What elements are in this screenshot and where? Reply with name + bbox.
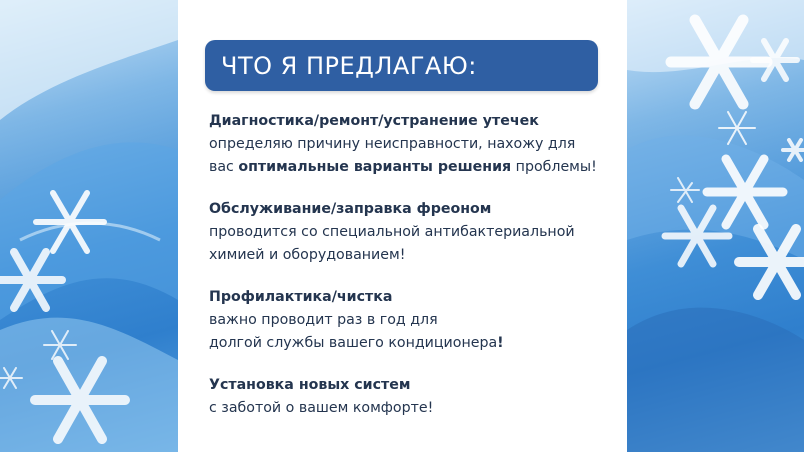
service-item-cleaning xyxy=(209,286,619,355)
snowflake-icon xyxy=(783,140,804,160)
service-description xyxy=(209,156,619,179)
snowflake-icon xyxy=(0,252,62,308)
snowflake-icon xyxy=(44,331,76,359)
service-title: Профилактика/чистка xyxy=(209,289,393,305)
service-description xyxy=(209,332,619,355)
service-description: важно проводит раз в год для xyxy=(209,312,438,328)
page-title: ЧТО Я ПРЕДЛАГАЮ: xyxy=(221,52,477,80)
service-title: Установка новых систем xyxy=(209,377,411,393)
text-highlight: оптимальные варианты решения xyxy=(238,159,512,175)
left-snowflakes xyxy=(0,0,178,452)
snowflake-icon xyxy=(671,178,699,202)
service-item-diagnostics xyxy=(209,110,619,179)
left-decorative-panel xyxy=(0,0,178,452)
snowflake-icon xyxy=(707,159,783,225)
service-description: с заботой о вашем комфорте! xyxy=(209,400,434,416)
right-decorative-panel xyxy=(627,0,804,452)
content-panel xyxy=(178,0,627,452)
header-banner xyxy=(205,40,598,91)
service-description: проводится со специальной антибактериальной xyxy=(209,224,575,240)
text-segment: проблемы! xyxy=(511,159,597,175)
service-title: Диагностика/ремонт/устранение утечек xyxy=(209,113,539,129)
snowflake-icon xyxy=(753,41,797,79)
snowflake-icon xyxy=(0,368,22,388)
snowflake-icon xyxy=(719,112,755,144)
service-item-installation xyxy=(209,374,619,420)
snowflake-icon xyxy=(36,193,104,251)
right-snowflakes xyxy=(627,0,804,452)
snowflake-icon xyxy=(665,208,729,264)
text-segment: вас xyxy=(209,159,239,175)
text-highlight: ! xyxy=(497,335,504,351)
service-description: химией и оборудованием! xyxy=(209,247,406,263)
service-item-maintenance xyxy=(209,198,619,267)
service-description: определяю причину неисправности, нахожу для xyxy=(209,136,576,152)
snowflake-icon xyxy=(35,361,125,439)
service-title: Обслуживание/заправка фреоном xyxy=(209,201,492,217)
text-segment: долгой службы вашего кондиционера xyxy=(209,335,498,351)
snowflake-icon xyxy=(739,229,804,295)
